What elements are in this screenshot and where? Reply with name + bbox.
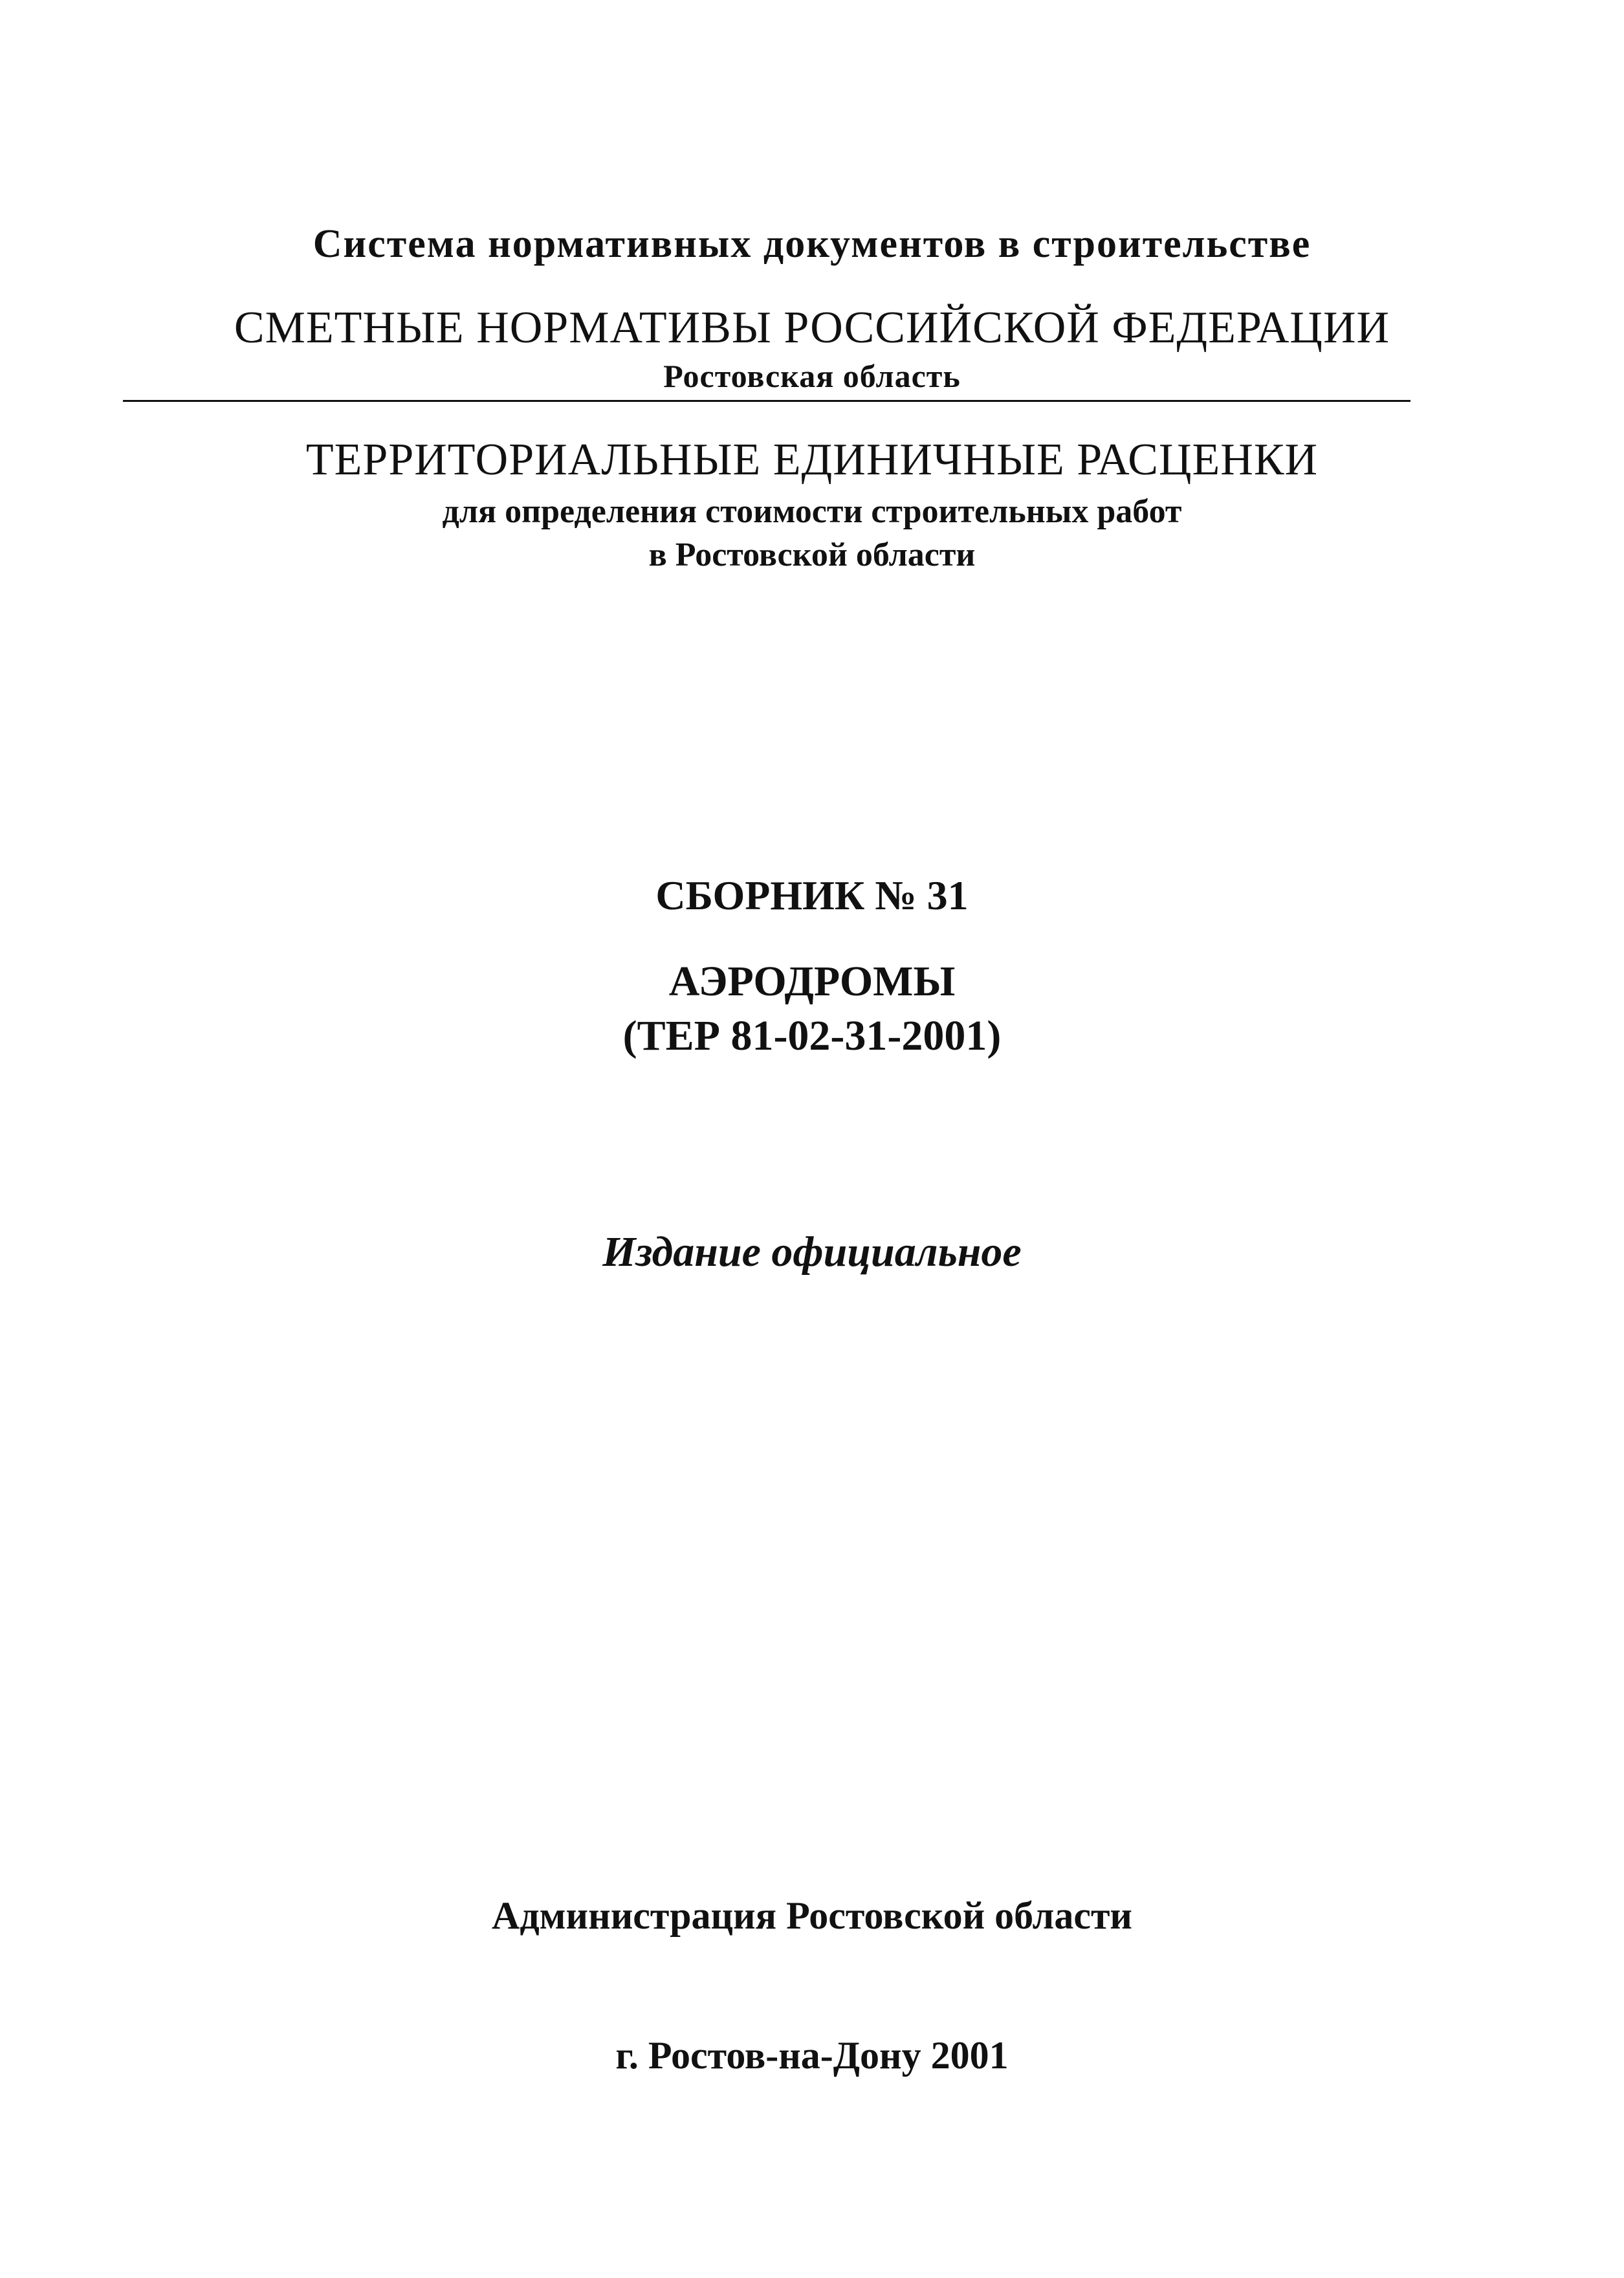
publisher: Администрация Ростовской области [492,1894,1132,1937]
rates-title: ТЕРРИТОРИАЛЬНЫЕ ЕДИНИЧНЫЕ РАСЦЕНКИ [305,435,1319,485]
main-title: СМЕТНЫЕ НОРМАТИВЫ РОССИЙСКОЙ ФЕДЕРАЦИИ [234,303,1390,353]
purpose-line-2: в Ростовской области [648,536,976,573]
document-series: Система нормативных документов в строительстве [313,222,1311,266]
purpose-line-1: для определения стоимости строительных работ [442,493,1182,530]
city-and-year: г. Ростов-на-Дону 2001 [615,2034,1009,2077]
collection-number: СБОРНИК № 31 [655,872,969,918]
title-divider [123,400,1410,402]
collection-name: АЭРОДРОМЫ [668,958,956,1005]
collection-code: (ТЕР 81-02-31-2001) [622,1012,1002,1059]
edition-note: Издание официальное [602,1228,1022,1276]
region-subtitle: Ростовская область [663,358,961,394]
